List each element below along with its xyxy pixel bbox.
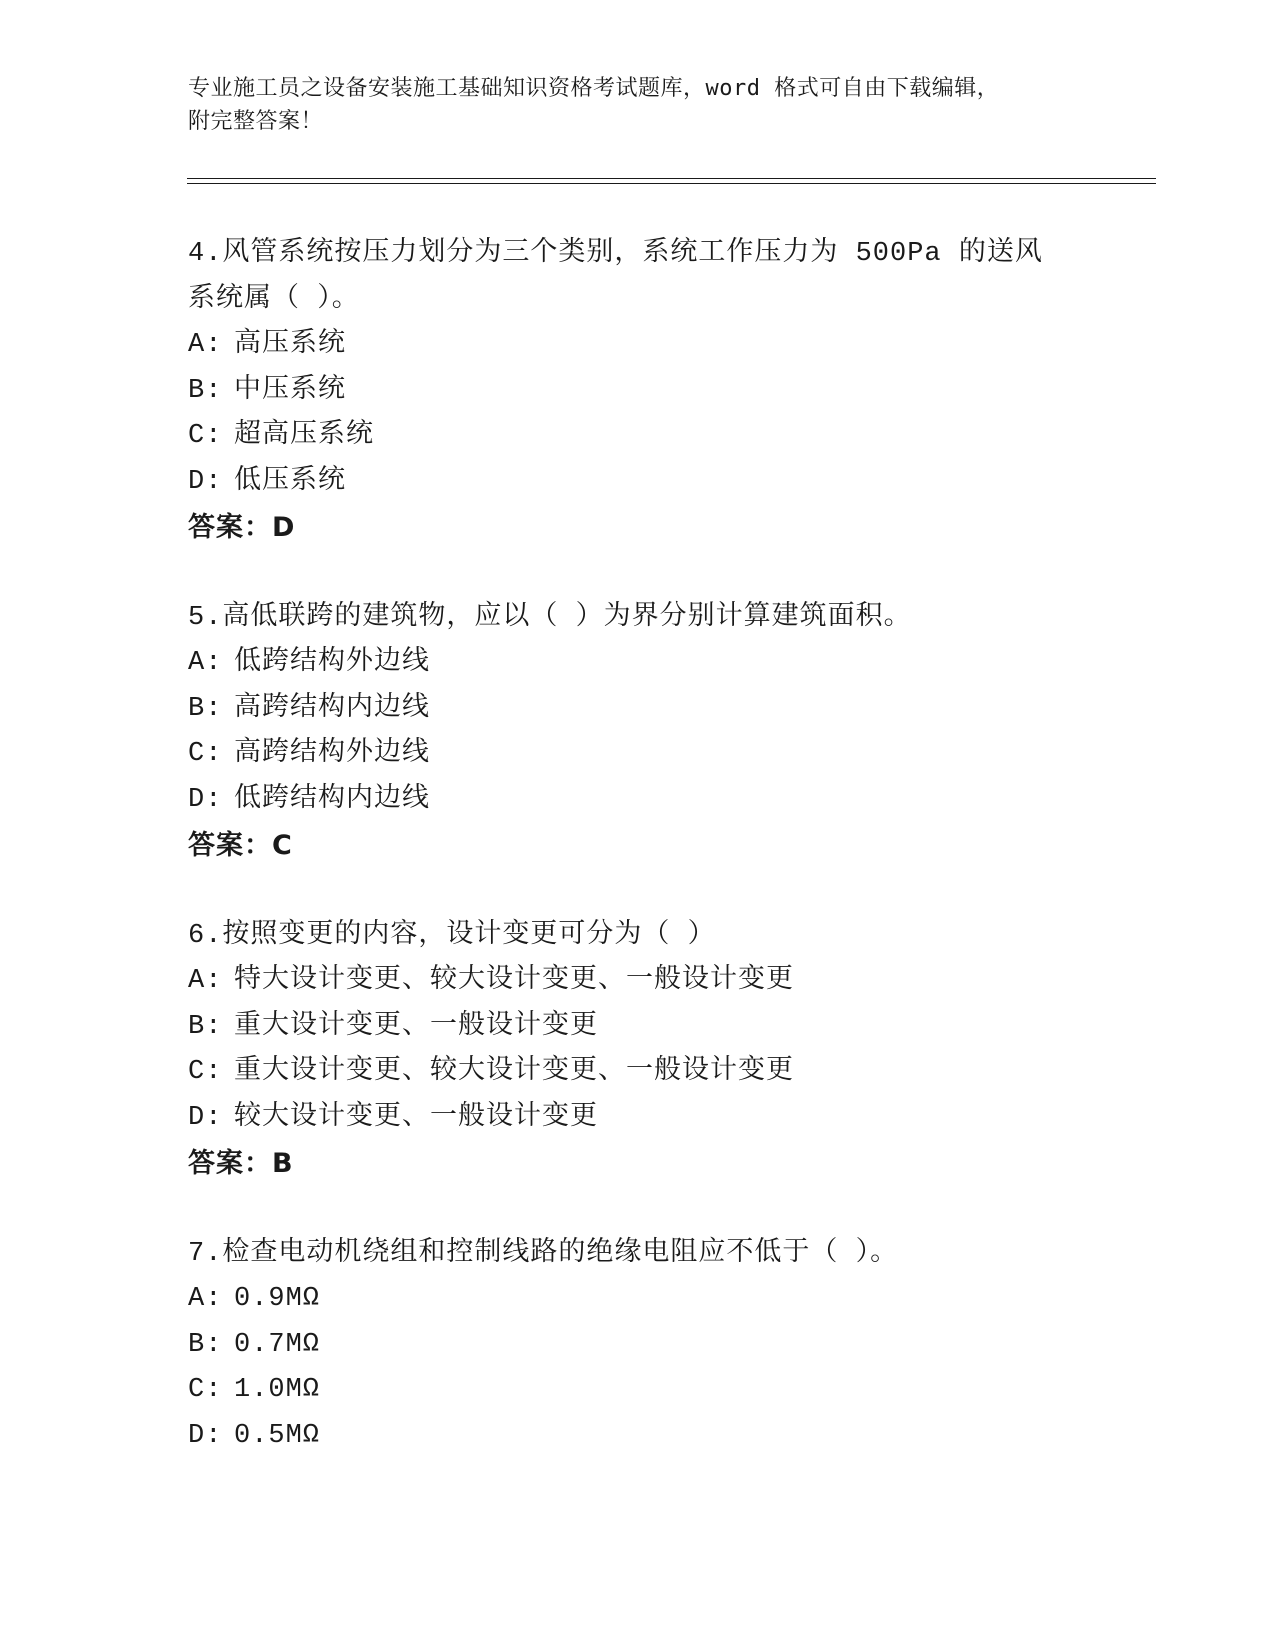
question-stem: 5.高低联跨的建筑物，应以（ ）为界分别计算建筑面积。 bbox=[188, 602, 912, 633]
option-c bbox=[188, 1050, 1148, 1096]
option-key: B: bbox=[188, 375, 223, 406]
option-key: B: bbox=[188, 693, 223, 724]
option-c bbox=[188, 414, 1148, 460]
option-text: 低跨结构外边线 bbox=[234, 648, 430, 678]
option-text: 低跨结构内边线 bbox=[234, 784, 430, 815]
document-header bbox=[188, 72, 1088, 138]
option-key: A: bbox=[188, 1284, 223, 1314]
option-text: 0.9MΩ bbox=[234, 1284, 321, 1314]
header-intro-line-1: 专业施工员之设备安装施工基础知识资格考试题库，word 格式可自由下载编辑， bbox=[188, 76, 1000, 101]
option-text: 重大设计变更、较大设计变更、一般设计变更 bbox=[234, 1057, 794, 1087]
option-key: A: bbox=[188, 648, 223, 678]
option-b bbox=[188, 369, 1148, 415]
option-key: D: bbox=[188, 466, 223, 497]
question-7 bbox=[188, 1232, 1148, 1460]
option-d bbox=[188, 778, 1148, 824]
option-key: D: bbox=[188, 1420, 223, 1451]
answer-label: 答案：B bbox=[188, 1148, 294, 1179]
option-text: 低压系统 bbox=[234, 466, 346, 497]
option-key: B: bbox=[188, 1011, 223, 1042]
option-key: B: bbox=[188, 1329, 223, 1360]
header-divider-bottom bbox=[187, 183, 1156, 184]
option-key: C: bbox=[188, 1057, 223, 1087]
option-a bbox=[188, 959, 1148, 1005]
question-list bbox=[188, 232, 1148, 1504]
option-d bbox=[188, 1414, 1148, 1460]
option-b bbox=[188, 1323, 1148, 1369]
option-text: 1.0MΩ bbox=[234, 1375, 321, 1405]
option-text: 重大设计变更、一般设计变更 bbox=[234, 1011, 598, 1042]
answer-label: 答案：D bbox=[188, 512, 296, 543]
option-a bbox=[188, 1277, 1148, 1323]
option-key: A: bbox=[188, 966, 223, 996]
option-c bbox=[188, 732, 1148, 778]
option-text: 高压系统 bbox=[234, 330, 346, 360]
option-key: D: bbox=[188, 784, 223, 815]
option-text: 0.5MΩ bbox=[234, 1420, 321, 1451]
option-key: C: bbox=[188, 1375, 223, 1405]
option-a bbox=[188, 641, 1148, 687]
option-key: D: bbox=[188, 1102, 223, 1133]
question-stem: 6.按照变更的内容，设计变更可分为（ ） bbox=[188, 920, 716, 951]
option-text: 超高压系统 bbox=[234, 421, 374, 451]
option-text: 高跨结构外边线 bbox=[234, 739, 430, 769]
answer-label: 答案：C bbox=[188, 830, 293, 861]
option-c bbox=[188, 1368, 1148, 1414]
option-text: 高跨结构内边线 bbox=[234, 693, 430, 724]
question-6 bbox=[188, 914, 1148, 1187]
option-text: 0.7MΩ bbox=[234, 1329, 321, 1360]
option-text: 较大设计变更、一般设计变更 bbox=[234, 1102, 598, 1133]
question-4 bbox=[188, 232, 1148, 551]
option-d bbox=[188, 460, 1148, 506]
question-stem: 4.风管系统按压力划分为三个类别，系统工作压力为 500Pa 的送风系统属（ ）。 bbox=[188, 239, 1043, 315]
option-key: A: bbox=[188, 330, 223, 360]
question-stem: 7.检查电动机绕组和控制线路的绝缘电阻应不低于（ ）。 bbox=[188, 1238, 899, 1269]
option-b bbox=[188, 1005, 1148, 1051]
option-text: 特大设计变更、较大设计变更、一般设计变更 bbox=[234, 966, 794, 996]
option-a bbox=[188, 323, 1148, 369]
option-key: C: bbox=[188, 421, 223, 451]
header-divider-top bbox=[187, 178, 1156, 179]
option-text: 中压系统 bbox=[234, 375, 346, 406]
question-5 bbox=[188, 596, 1148, 869]
option-d bbox=[188, 1096, 1148, 1142]
header-intro-line-2: 附完整答案！ bbox=[188, 109, 324, 134]
option-key: C: bbox=[188, 739, 223, 769]
option-b bbox=[188, 687, 1148, 733]
